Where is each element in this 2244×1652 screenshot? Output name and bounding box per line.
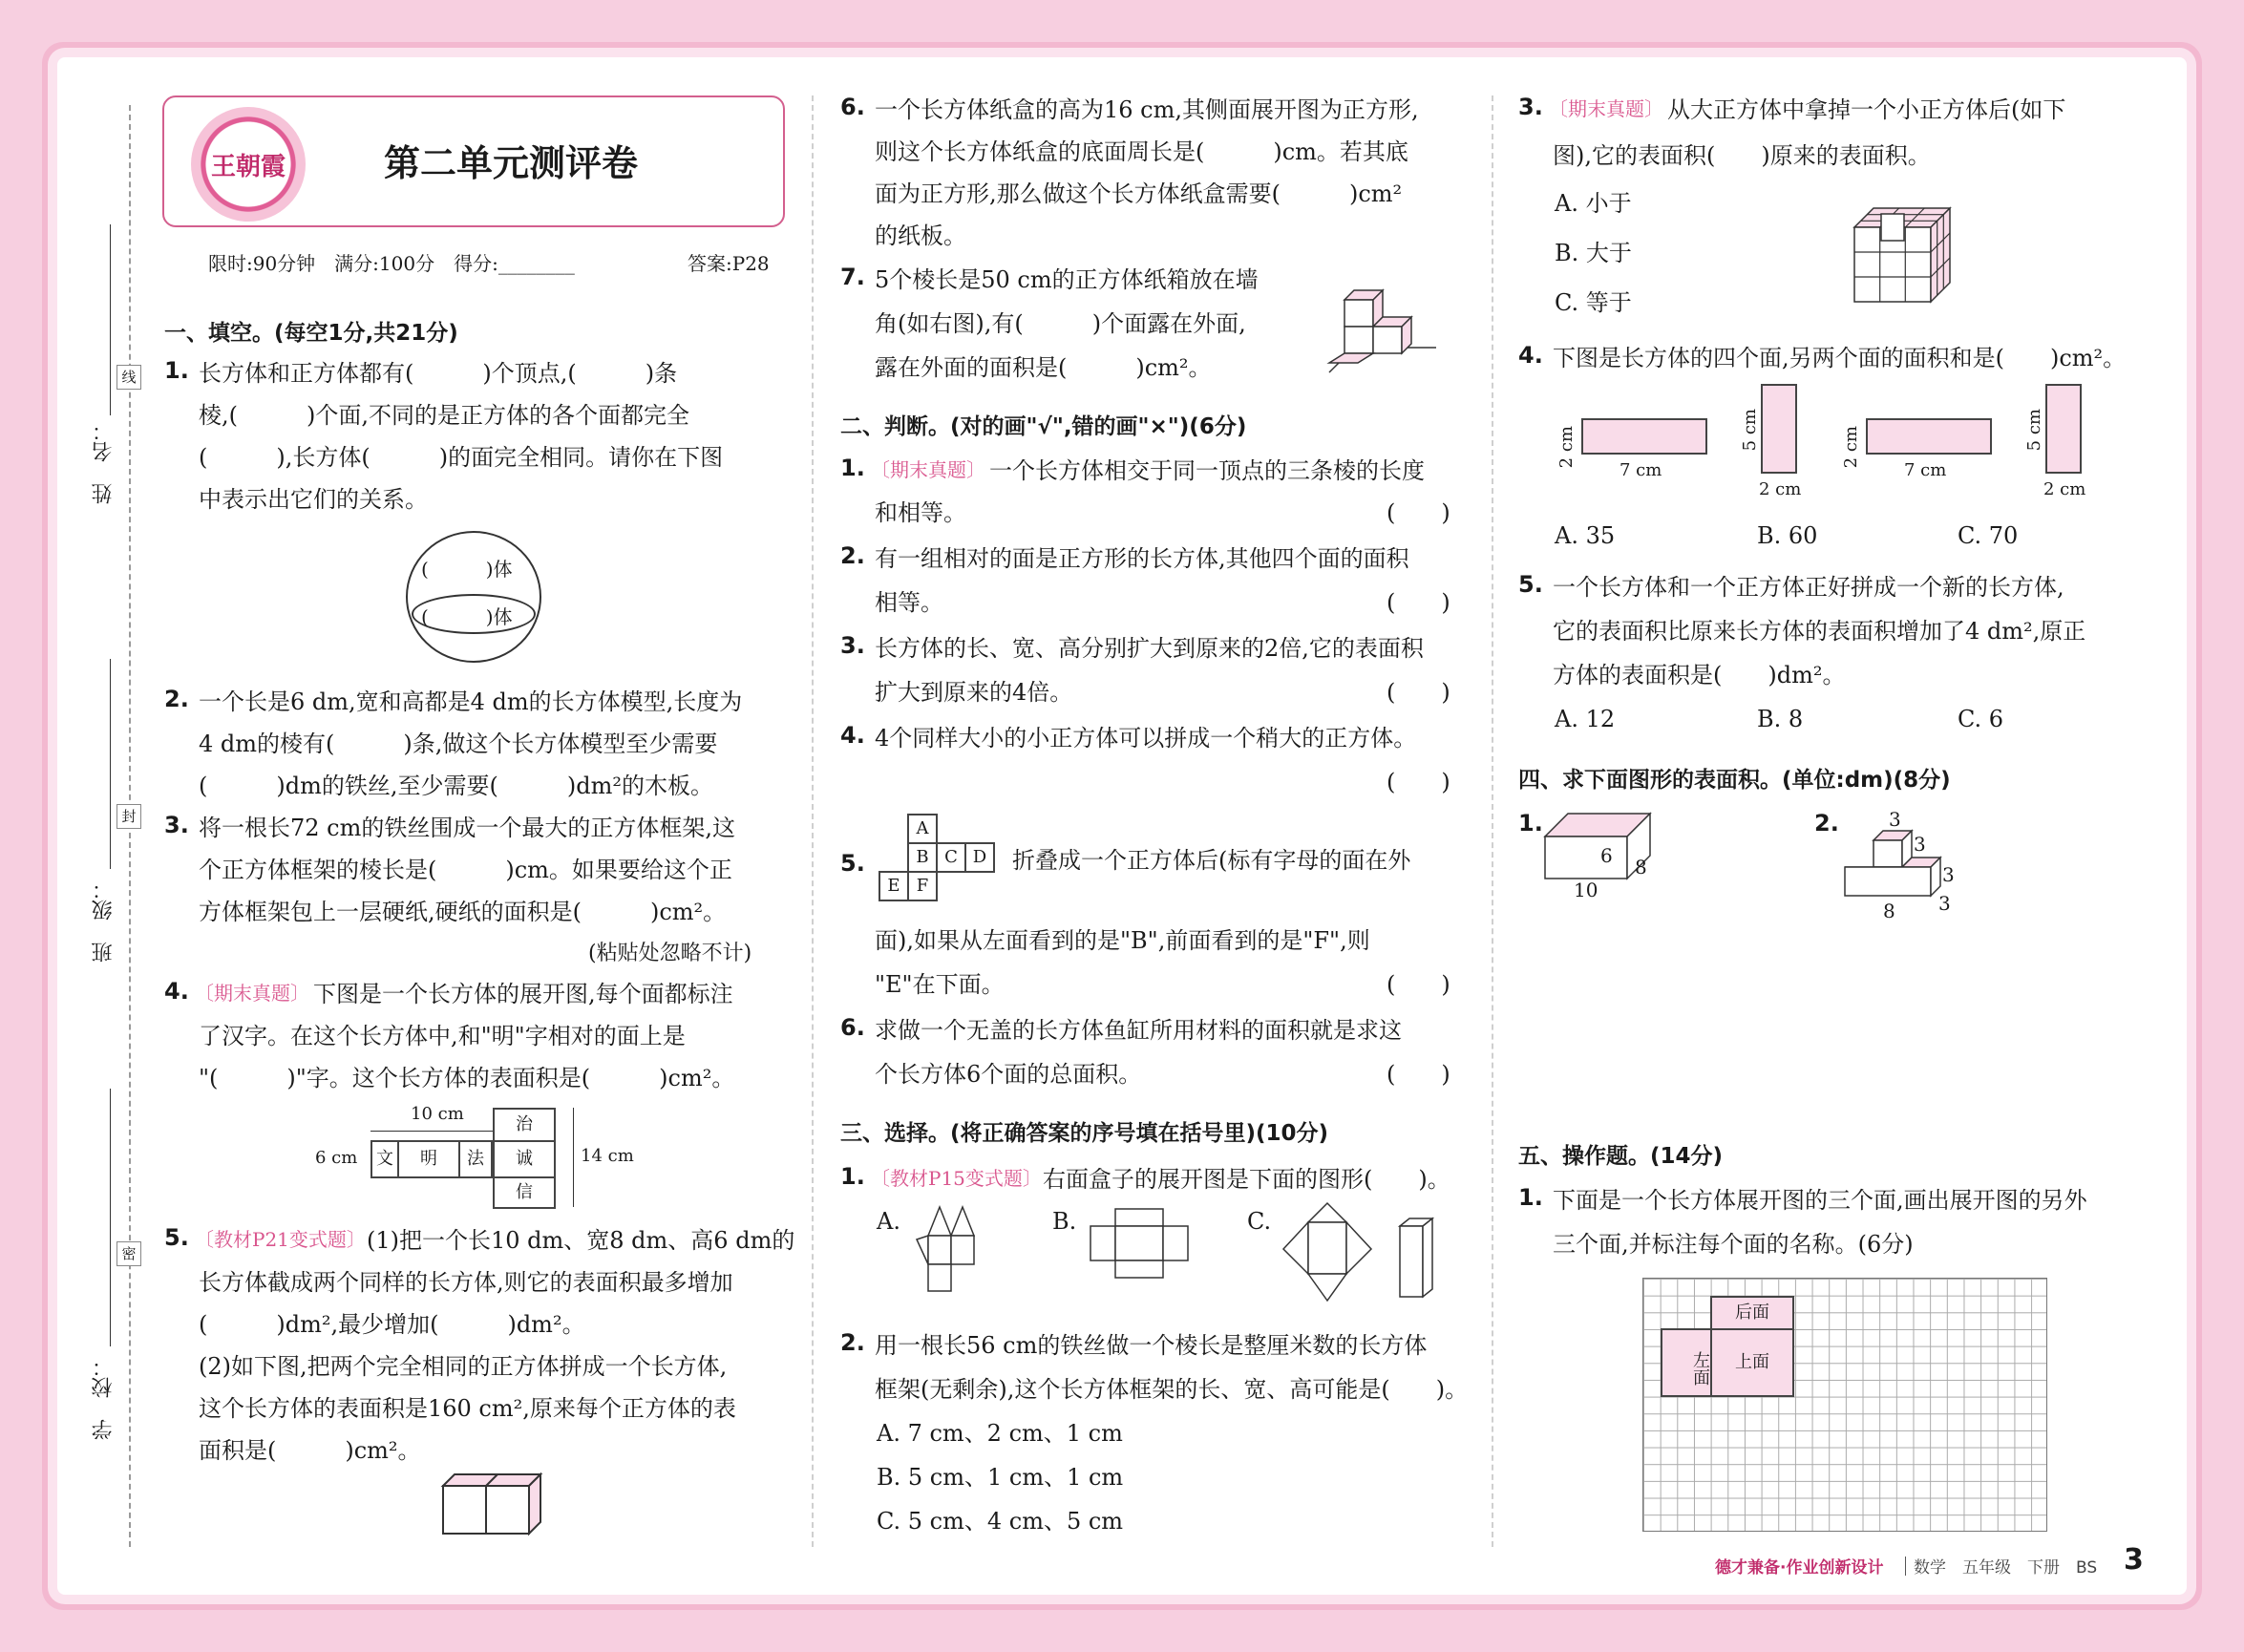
face4-height-label: 5 cm xyxy=(2024,409,2044,452)
cube-letter-e: E xyxy=(887,876,900,896)
cube-face-f xyxy=(907,871,938,901)
name-label: 姓 名： xyxy=(92,420,116,504)
c1-number: 1. xyxy=(840,1163,865,1190)
c3-line2: 图),它的表面积( )原来的表面积。 xyxy=(1553,142,1931,169)
q2-number: 2. xyxy=(164,686,189,712)
j5-number: 5. xyxy=(840,850,865,877)
q1-line4: 中表示出它们的关系。 xyxy=(199,486,428,513)
c2-line1: 用一根长56 cm的铁丝做一个棱长是整厘米数的长方体 xyxy=(875,1332,1428,1359)
q5-number: 5. xyxy=(164,1224,189,1251)
q2-line3: ( )dm的铁丝,至少需要( )dm²的木板。 xyxy=(199,773,713,799)
cube-net-figure xyxy=(875,814,1001,909)
class-underline xyxy=(110,659,111,869)
c5-option-a: A. 12 xyxy=(1555,706,1616,732)
net-face-cheng xyxy=(493,1140,556,1178)
binding-margin xyxy=(72,191,158,1528)
face4-width-label: 2 cm xyxy=(2043,479,2086,499)
j3-line1: 长方体的长、宽、高分别扩大到原来的2倍,它的表面积 xyxy=(875,635,1424,662)
q5-line5: 这个长方体的表面积是160 cm²,原来每个正方体的表 xyxy=(199,1395,736,1422)
c2-line2: 框架(无剩余),这个长方体框架的长、宽、高可能是( )。 xyxy=(875,1376,1469,1403)
c2-number: 2. xyxy=(840,1329,865,1356)
face3-width-label: 7 cm xyxy=(1904,460,1947,480)
c5-line2: 它的表面积比原来长方体的表面积增加了4 dm²,原正 xyxy=(1553,618,2086,645)
column-divider-2 xyxy=(1492,95,1493,1547)
face1-height-label: 2 cm xyxy=(1556,426,1577,469)
j5-line2: 面),如果从左面看到的是"B",前面看到的是"F",则 xyxy=(875,927,1370,954)
cube-face-d xyxy=(964,842,995,873)
j6-line2: 个长方体6个面的总面积。 xyxy=(875,1061,1142,1088)
net-face-ming xyxy=(397,1140,460,1178)
q5-line6: 面积是( )cm²。 xyxy=(199,1437,421,1464)
logo-text: 王朝霞 xyxy=(210,153,286,181)
c1-box-figure xyxy=(1394,1215,1442,1301)
net-dim-right-arrow xyxy=(573,1108,574,1207)
face2-width-label: 2 cm xyxy=(1759,479,1802,499)
j1-number: 1. xyxy=(840,455,865,481)
j3-number: 3. xyxy=(840,632,865,659)
q4-line3: "( )"字。这个长方体的表面积是( )cm²。 xyxy=(199,1065,735,1091)
q7-line3: 露在外面的面积是( )cm²。 xyxy=(875,354,1212,381)
s1-number: 1. xyxy=(1518,810,1543,837)
c1-option-c-net xyxy=(1280,1201,1375,1304)
answer-ref: 答案:P28 xyxy=(688,252,770,275)
name-underline xyxy=(110,224,111,415)
q1-line1: 长方体和正方体都有( )个顶点,( )条 xyxy=(199,360,678,387)
j1-tag: 〔期末真题〕 xyxy=(871,458,985,481)
face3-rect xyxy=(1866,418,1992,455)
c1-option-b-label: B. xyxy=(1052,1208,1077,1235)
cube-face-a xyxy=(907,814,938,844)
four-faces-figure xyxy=(1556,380,2091,504)
face4-rect xyxy=(2045,384,2082,474)
net-dim-top-arrow xyxy=(370,1131,493,1132)
grid-face-back xyxy=(1710,1296,1794,1330)
seal-seal: 封 xyxy=(116,804,141,829)
section-4-heading: 四、求下面图形的表面积。(单位:dm)(8分) xyxy=(1518,768,1951,793)
j3-line2: 扩大到原来的4倍。 xyxy=(875,679,1073,706)
solid1-dim-height: 6 xyxy=(1600,844,1613,867)
j1-line2: 和相等。 xyxy=(875,499,966,526)
c4-option-c: C. 70 xyxy=(1958,522,2019,549)
page-title: 第二单元测评卷 xyxy=(384,142,639,184)
net-face-zhi xyxy=(493,1108,556,1142)
j2-line1: 有一组相对的面是正方形的长方体,其他四个面的面积 xyxy=(875,545,1409,572)
j2-number: 2. xyxy=(840,542,865,569)
s2-number: 2. xyxy=(1814,810,1839,837)
net-cell-wen: 文 xyxy=(376,1149,393,1169)
q3-note: (粘贴处忽略不计) xyxy=(588,942,752,965)
cube-letter-b: B xyxy=(916,847,929,867)
q7-line2: 角(如右图),有( )个面露在外面, xyxy=(875,310,1246,337)
footer-info: 数学 五年级 下册 BS xyxy=(1914,1558,2098,1578)
q3-line3: 方体框架包上一层硬纸,硬纸的面积是( )cm²。 xyxy=(199,899,727,925)
q7-line1: 5个棱长是50 cm的正方体纸箱放在墙 xyxy=(875,266,1259,293)
net-face-fa xyxy=(458,1140,493,1178)
face3-height-label: 2 cm xyxy=(1841,426,1861,469)
solid2-dim-top-side: 3 xyxy=(1914,833,1926,856)
q3-number: 3. xyxy=(164,812,189,838)
c4-option-a: A. 35 xyxy=(1555,522,1616,549)
c2-option-c: C. 5 cm、4 cm、5 cm xyxy=(877,1508,1124,1535)
c3-option-b: B. 大于 xyxy=(1555,240,1632,266)
seal-secret: 密 xyxy=(116,1241,141,1266)
net-dim-top: 10 cm xyxy=(411,1104,464,1124)
cube-letter-a: A xyxy=(916,818,929,838)
c3-line1: 从大正方体中拿掉一个小正方体后(如下 xyxy=(1667,96,2066,123)
q1-line2: 棱,( )个面,不同的是正方体的各个面都完全 xyxy=(199,402,689,429)
q4-tag: 〔期末真题〕 xyxy=(195,982,309,1005)
grid-face-top-label: 上面 xyxy=(1735,1352,1769,1372)
j2-answer-paren[interactable]: ( ) xyxy=(1387,589,1450,616)
c1-option-b-net xyxy=(1087,1205,1192,1281)
c4-number: 4. xyxy=(1518,342,1543,369)
section-2-heading: 二、判断。(对的画"√",错的画"×")(6分) xyxy=(840,414,1247,439)
o1-line2: 三个面,并标注每个面的名称。(6分) xyxy=(1553,1231,1914,1258)
page-number: 3 xyxy=(2124,1543,2144,1577)
face2-height-label: 5 cm xyxy=(1740,409,1760,452)
net-face-xin xyxy=(493,1176,556,1209)
two-cubes-figure xyxy=(439,1471,544,1537)
q5-line2: 长方体截成两个同样的长方体,则它的表面积最多增加 xyxy=(199,1269,733,1296)
solid2-dim-length: 8 xyxy=(1883,900,1895,922)
c2-option-a: A. 7 cm、2 cm、1 cm xyxy=(877,1420,1123,1447)
net-dim-right: 14 cm xyxy=(581,1146,634,1166)
c1-option-a-label: A. xyxy=(877,1208,900,1235)
section-1-heading: 一、填空。(每空1分,共21分) xyxy=(164,321,458,346)
q5-line4: (2)如下图,把两个完全相同的正方体拼成一个长方体, xyxy=(199,1353,728,1380)
footer-sep xyxy=(1905,1557,1906,1576)
face1-width-label: 7 cm xyxy=(1619,460,1662,480)
c1-line1: 右面盒子的展开图是下面的图形( )。 xyxy=(1043,1166,1450,1193)
c3-option-c: C. 等于 xyxy=(1555,289,1632,316)
c2-option-b: B. 5 cm、1 cm、1 cm xyxy=(877,1464,1124,1491)
net-face-wen xyxy=(370,1140,399,1178)
j6-line1: 求做一个无盖的长方体鱼缸所用材料的面积就是求这 xyxy=(875,1017,1402,1044)
c1-tag: 〔教材P15变式题〕 xyxy=(871,1167,1042,1190)
grid-face-left xyxy=(1661,1328,1712,1397)
class-label: 班 级： xyxy=(92,879,116,963)
j4-number: 4. xyxy=(840,722,865,749)
logo-badge xyxy=(191,107,306,222)
column-divider-1 xyxy=(812,95,814,1547)
q6-line2: 则这个长方体纸盒的底面周长是( )cm。若其底 xyxy=(875,138,1408,165)
c5-option-b: B. 8 xyxy=(1757,706,1804,732)
section-5-heading: 五、操作题。(14分) xyxy=(1518,1144,1724,1169)
q4-line1: 下图是一个长方体的展开图,每个面都标注 xyxy=(313,981,733,1007)
q5-tag: 〔教材P21变式题〕 xyxy=(195,1228,366,1251)
j4-line1: 4个同样大小的小正方体可以拼成一个稍大的正方体。 xyxy=(875,725,1417,752)
net-cell-ming: 明 xyxy=(420,1149,437,1169)
j3-answer-paren[interactable]: ( ) xyxy=(1387,679,1450,706)
c1-option-c-label: C. xyxy=(1247,1208,1272,1235)
school-label: 学 校： xyxy=(92,1356,116,1440)
q6-line3: 面为正方形,那么做这个长方体纸盒需要( )cm² xyxy=(875,180,1403,207)
c3-tag: 〔期末真题〕 xyxy=(1549,97,1663,120)
j6-number: 6. xyxy=(840,1014,865,1041)
grid-face-left-label: 左面 xyxy=(1690,1351,1710,1386)
grid-face-top xyxy=(1710,1328,1794,1397)
c3-number: 3. xyxy=(1518,94,1543,120)
solid1-dim-length: 10 xyxy=(1574,879,1598,901)
j5-answer-paren[interactable]: ( ) xyxy=(1387,971,1450,998)
j1-line1: 一个长方体相交于同一顶点的三条棱的长度 xyxy=(989,457,1425,484)
q1-number: 1. xyxy=(164,357,189,384)
solid2-dim-height: 3 xyxy=(1938,892,1951,915)
cube-face-e xyxy=(879,871,909,901)
q6-number: 6. xyxy=(840,94,865,120)
c5-line1: 一个长方体和一个正方体正好拼成一个新的长方体, xyxy=(1553,574,2064,601)
o1-line1: 下面是一个长方体展开图的三个面,画出展开图的另外 xyxy=(1553,1187,2087,1214)
q4-number: 4. xyxy=(164,978,189,1005)
q3-line1: 将一根长72 cm的铁丝围成一个最大的正方体框架,这 xyxy=(199,815,735,841)
q6-line1: 一个长方体纸盒的高为16 cm,其侧面展开图为正方形, xyxy=(875,96,1419,123)
seal-line: 线 xyxy=(116,365,141,390)
q6-line4: 的纸板。 xyxy=(875,222,966,249)
venn-diagram xyxy=(406,531,541,663)
net-dim-left: 6 cm xyxy=(315,1148,358,1168)
corner-cubes-figure xyxy=(1325,286,1440,382)
school-underline xyxy=(110,1089,111,1346)
venn-inner-label: ( )体 xyxy=(421,605,513,628)
face2-rect xyxy=(1761,384,1797,474)
q5-line1: (1)把一个长10 dm、宽8 dm、高6 dm的 xyxy=(367,1227,795,1254)
q2-line2: 4 dm的棱有( )条,做这个长方体模型至少需要 xyxy=(199,731,718,757)
j5-line3: "E"在下面。 xyxy=(875,971,1005,998)
j6-answer-paren[interactable]: ( ) xyxy=(1387,1061,1450,1088)
cube-minus-corner-figure xyxy=(1849,204,1956,306)
j2-line2: 相等。 xyxy=(875,589,943,616)
c1-option-a-net xyxy=(913,1201,999,1297)
cube-letter-d: D xyxy=(972,847,987,867)
venn-outer-label: ( )体 xyxy=(421,558,513,581)
q5-line3: ( )dm²,最少增加( )dm²。 xyxy=(199,1311,585,1338)
grid-face-back-label: 后面 xyxy=(1735,1303,1769,1323)
solid2-dim-top: 3 xyxy=(1889,808,1901,831)
cube-face-b xyxy=(907,842,938,873)
c5-number: 5. xyxy=(1518,571,1543,598)
cube-letter-c: C xyxy=(944,847,958,867)
drawing-grid[interactable] xyxy=(1642,1278,2047,1532)
c4-line1: 下图是长方体的四个面,另两个面的面积和是( )cm²。 xyxy=(1553,345,2127,371)
section-3-heading: 三、选择。(将正确答案的序号填在括号里)(10分) xyxy=(840,1121,1329,1146)
o1-number: 1. xyxy=(1518,1184,1543,1211)
face1-rect xyxy=(1581,418,1707,455)
q1-line3: ( ),长方体( )的面完全相同。请你在下图 xyxy=(199,444,724,471)
net-cell-xin: 信 xyxy=(516,1182,533,1202)
j1-answer-paren[interactable]: ( ) xyxy=(1387,499,1450,526)
title-banner xyxy=(162,95,785,227)
solid2-dim-side: 3 xyxy=(1942,863,1955,886)
cuboid-net-figure xyxy=(315,1100,659,1213)
j5-line1: 折叠成一个正方体后(标有字母的面在外 xyxy=(1012,847,1411,874)
solid1-dim-depth: 8 xyxy=(1635,856,1647,879)
j4-answer-paren[interactable]: ( ) xyxy=(1387,769,1450,795)
footer-brand: 德才兼备·作业创新设计 xyxy=(1715,1558,1884,1578)
c4-option-b: B. 60 xyxy=(1757,522,1818,549)
q2-line1: 一个长是6 dm,宽和高都是4 dm的长方体模型,长度为 xyxy=(199,688,743,715)
exam-meta: 限时:90分钟 满分:100分 得分:________ xyxy=(208,252,575,275)
c3-option-a: A. 小于 xyxy=(1555,190,1632,217)
cube-letter-f: F xyxy=(916,876,929,896)
q4-line2: 了汉字。在这个长方体中,和"明"字相对的面上是 xyxy=(199,1023,686,1049)
cube-face-c xyxy=(936,842,966,873)
net-cell-zhi: 治 xyxy=(516,1114,533,1134)
q3-line2: 个正方体框架的棱长是( )cm。如果要给这个正 xyxy=(199,857,732,883)
net-cell-fa: 法 xyxy=(467,1149,484,1169)
net-cell-cheng: 诚 xyxy=(516,1149,533,1169)
c5-option-c: C. 6 xyxy=(1958,706,2004,732)
q7-number: 7. xyxy=(840,264,865,290)
c5-line3: 方体的表面积是( )dm²。 xyxy=(1553,662,1846,688)
